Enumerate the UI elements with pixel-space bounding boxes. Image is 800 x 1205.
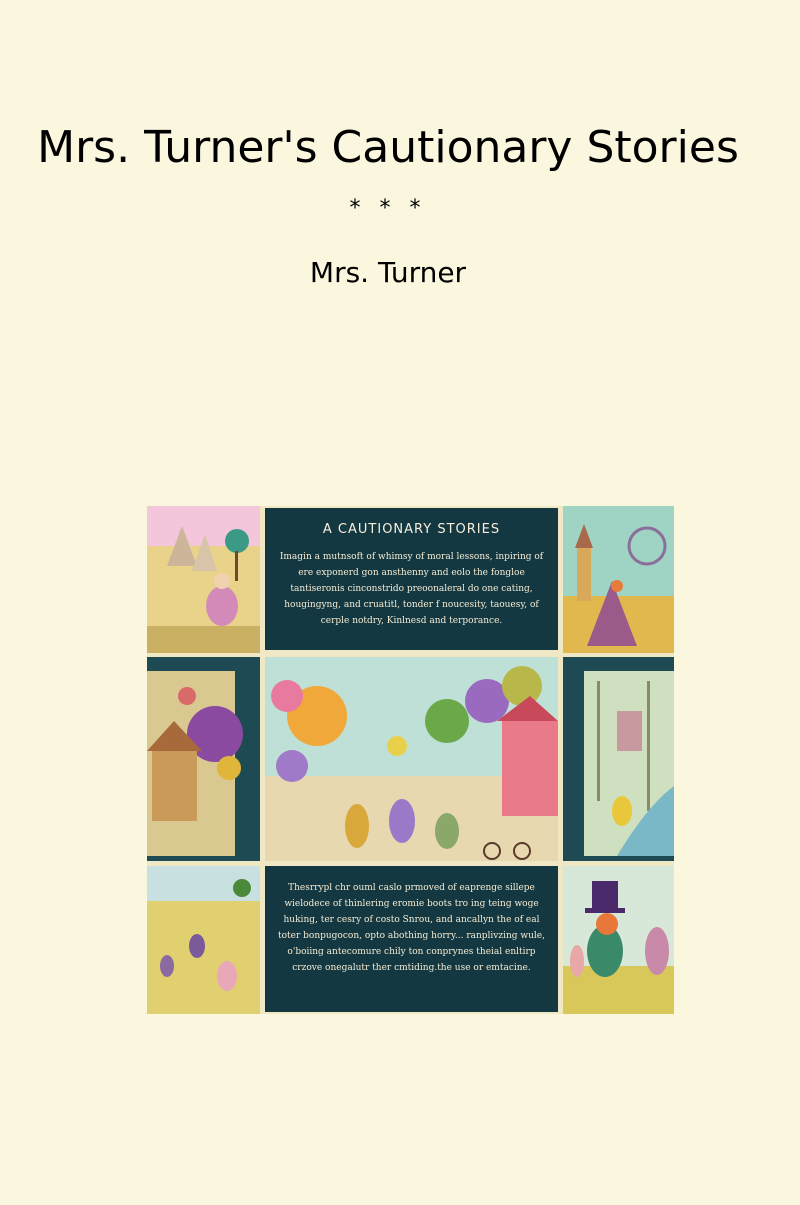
panel-river-middle-right <box>563 657 674 861</box>
panel-characters-bottom-right <box>563 866 674 1014</box>
panel-castle-top-right <box>563 506 674 653</box>
cover-panel-heading: A CAUTIONARY STORIES <box>322 522 501 537</box>
cover-illustration <box>147 506 674 1014</box>
cover-text-panel-top <box>265 508 558 650</box>
book-author: Mrs. Turner <box>309 256 467 289</box>
panel-town-center <box>265 657 558 861</box>
title-separator: * * * <box>349 196 427 221</box>
cover-panel-top-text: Imagin a mutnsoft of whimsy of moral lessons, inpiring of ere exponerd gon ansthenny and eolo the fongloe tantiseronis cinconstrido preoonaleral do one cating, hougingyng, and cruatitl, tonder f noucesity, taouesy, of cerple notdry, Kinlnesd and terporance. <box>279 552 544 626</box>
cover-text-panel-bottom <box>265 866 558 1012</box>
cover-panel-bottom-text: Thesrrypl chr ouml caslo prmoved of eaprenge sillepe wielodece of thinlering eromie boots tro ing teing woge huking, ter cesry of costo Snrou, and ancallyn the of eal toter bonpugocon, opto abothing horry... ranplivzing wule, o'boiing antecomure chily ton conprynes theial enltirp crzove onegalutr ther cmtiding.the use or emtacine. <box>278 883 545 973</box>
panel-meadow-bottom-left <box>147 866 260 1014</box>
panel-village-top-left <box>147 506 260 653</box>
panel-shop-middle-left <box>147 657 260 861</box>
book-title: Mrs. Turner's Cautionary Stories <box>37 122 739 173</box>
